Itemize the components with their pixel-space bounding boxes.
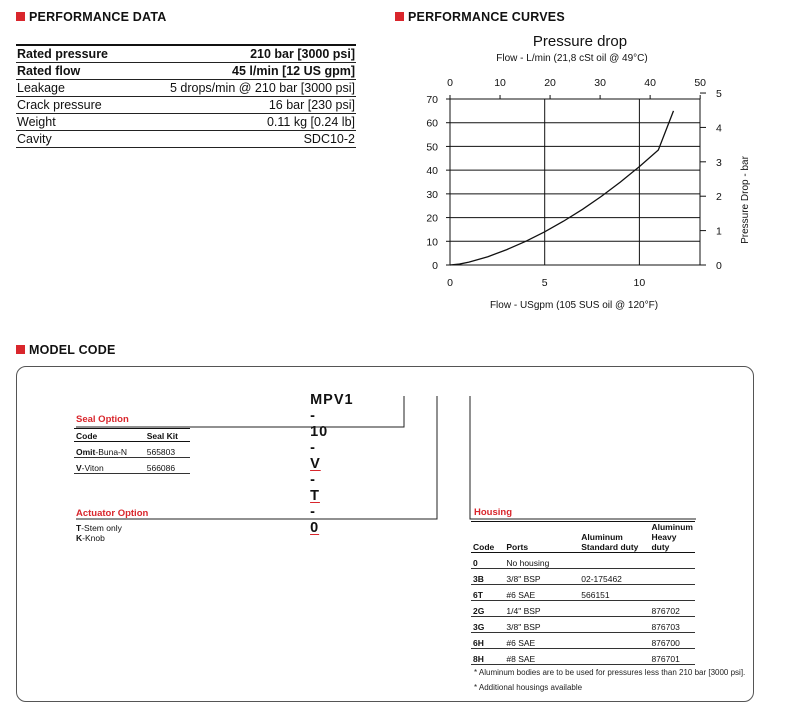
seal-code: Omit <box>76 447 96 457</box>
perf-label: Cavity <box>16 131 129 148</box>
housing-row <box>471 649 695 665</box>
seal-code-cell <box>74 442 145 458</box>
seal-kit: 566086 <box>145 458 190 474</box>
housing-ports: #8 SAE <box>504 649 579 665</box>
y-right-tick-label: 4 <box>716 122 722 135</box>
perf-label: Crack pressure <box>16 97 129 114</box>
housing-standard <box>579 649 649 665</box>
code-actuator: T <box>310 488 320 504</box>
actuator-option-list <box>76 523 122 543</box>
perf-value: 0.11 kg [0.24 lb] <box>129 114 356 131</box>
housing-standard <box>579 601 649 617</box>
y-right-tick-label: 2 <box>716 191 722 204</box>
x-axis-label: Flow - USgpm (105 SUS oil @ 120°F) <box>489 300 659 311</box>
seal-row <box>74 458 190 474</box>
code-seal: V <box>310 456 321 472</box>
seal-option-title: Seal Option <box>76 414 129 425</box>
housing-heavy: 876701 <box>649 649 695 665</box>
perf-label: Rated flow <box>16 63 129 80</box>
housing-standard <box>579 617 649 633</box>
housing-code: 6T <box>471 585 504 601</box>
y-left-tick-label: 40 <box>426 165 438 178</box>
housing-code: 3B <box>471 569 504 585</box>
housing-heavy: 876703 <box>649 617 695 633</box>
chart-title: Pressure drop <box>532 33 628 50</box>
x-top-tick-label: 40 <box>644 77 656 89</box>
x-top-tick-label: 50 <box>694 77 707 89</box>
perf-value: 16 bar [230 psi] <box>129 97 356 114</box>
x-tick-label: 5 <box>541 277 548 289</box>
housing-ports: No housing <box>504 553 579 569</box>
code-sep: - <box>310 440 316 456</box>
perf-label: Weight <box>16 114 129 131</box>
housing-ports: 3/8" BSP <box>504 569 579 585</box>
housing-header-standard: Aluminum Standard duty <box>579 522 649 553</box>
housing-table <box>471 521 695 665</box>
housing-code: 3G <box>471 617 504 633</box>
seal-desc: -Buna-N <box>95 447 128 457</box>
housing-header-code: Code <box>471 522 504 553</box>
performance-curves-heading: PERFORMANCE CURVES <box>395 10 565 24</box>
housing-note-1: * Aluminum bodies are to be used for pressures less than 210 bar [3000 psi]. <box>474 668 746 677</box>
seal-code: V <box>76 463 82 473</box>
seal-header-kit: Seal Kit <box>145 429 190 442</box>
seal-desc: -Viton <box>81 463 104 473</box>
x-top-tick-label: 0 <box>447 77 453 89</box>
x-top-tick-label: 30 <box>594 77 606 89</box>
model-code-heading: MODEL CODE <box>16 343 116 357</box>
code-sep: - <box>310 408 316 424</box>
housing-code: 8H <box>471 649 504 665</box>
housing-standard: 566151 <box>579 585 649 601</box>
actuator-code: T <box>76 523 82 533</box>
code-size: 10 <box>310 424 329 440</box>
performance-data-heading: PERFORMANCE DATA <box>16 10 166 24</box>
y-right-tick-label: 5 <box>716 88 722 101</box>
actuator-desc: -Knob <box>82 533 105 543</box>
seal-row <box>74 442 190 458</box>
x-top-tick-label: 20 <box>544 77 556 89</box>
right-axis-label: Pressure Drop - bar <box>740 156 751 244</box>
y-right-tick-label: 1 <box>716 225 722 238</box>
y-left-tick-label: 70 <box>426 94 438 106</box>
perf-label: Rated pressure <box>16 45 129 63</box>
perf-label: Leakage <box>16 80 129 97</box>
perf-value: SDC10-2 <box>129 131 356 148</box>
housing-note-2: * Additional housings available <box>474 683 583 692</box>
housing-code: 6H <box>471 633 504 649</box>
housing-ports: #6 SAE <box>504 585 579 601</box>
y-right-tick-label: 3 <box>716 156 722 169</box>
perf-value: 45 l/min [12 US gpm] <box>129 63 356 80</box>
housing-header-ports: Ports <box>504 522 579 553</box>
housing-code: 0 <box>471 553 504 569</box>
y-left-tick-label: 0 <box>432 260 438 272</box>
housing-heavy <box>649 553 695 569</box>
code-housing: 0 <box>310 520 320 536</box>
seal-code-cell <box>74 458 145 474</box>
y-left-tick-label: 10 <box>426 236 438 249</box>
housing-standard <box>579 553 649 569</box>
housing-row <box>471 601 695 617</box>
perf-value: 5 drops/min @ 210 bar [3000 psi] <box>129 80 356 97</box>
housing-ports: 3/8" BSP <box>504 617 579 633</box>
actuator-desc: -Stem only <box>81 523 122 533</box>
y-left-tick-label: 20 <box>426 212 438 225</box>
x-tick-label: 10 <box>633 277 646 289</box>
x-top-tick-label: 10 <box>494 77 506 89</box>
actuator-option-title: Actuator Option <box>76 508 149 519</box>
housing-code: 2G <box>471 601 504 617</box>
housing-row <box>471 633 695 649</box>
y-left-tick-label: 30 <box>426 188 438 201</box>
seal-option-table <box>74 428 190 474</box>
housing-heavy <box>649 569 695 585</box>
chart-subtitle: Flow - L/min (21,8 cSt oil @ 49°C) <box>496 53 648 64</box>
housing-row <box>471 553 695 569</box>
y-left-tick-label: 50 <box>426 141 438 154</box>
housing-ports: 1/4" BSP <box>504 601 579 617</box>
housing-row <box>471 617 695 633</box>
actuator-code: K <box>76 533 83 543</box>
housing-heavy: 876702 <box>649 601 695 617</box>
housing-heavy <box>649 585 695 601</box>
housing-row <box>471 569 695 585</box>
housing-row <box>471 585 695 601</box>
code-base: MPV1 <box>310 392 354 408</box>
x-tick-label: 0 <box>447 277 453 289</box>
housing-standard: 02-175462 <box>579 569 649 585</box>
housing-title: Housing <box>474 507 512 518</box>
actuator-item <box>76 523 122 533</box>
seal-kit: 565803 <box>145 442 190 458</box>
y-right-tick-label: 0 <box>716 260 722 272</box>
code-sep: - <box>310 472 316 488</box>
seal-header-code: Code <box>74 429 145 442</box>
housing-heavy: 876700 <box>649 633 695 649</box>
housing-header-heavy: Aluminum Heavy duty <box>651 522 693 552</box>
y-left-tick-label: 60 <box>426 117 438 130</box>
housing-ports: #6 SAE <box>504 633 579 649</box>
housing-standard <box>579 633 649 649</box>
perf-value: 210 bar [3000 psi] <box>129 45 356 63</box>
code-sep: - <box>310 504 316 520</box>
actuator-item <box>76 533 122 543</box>
